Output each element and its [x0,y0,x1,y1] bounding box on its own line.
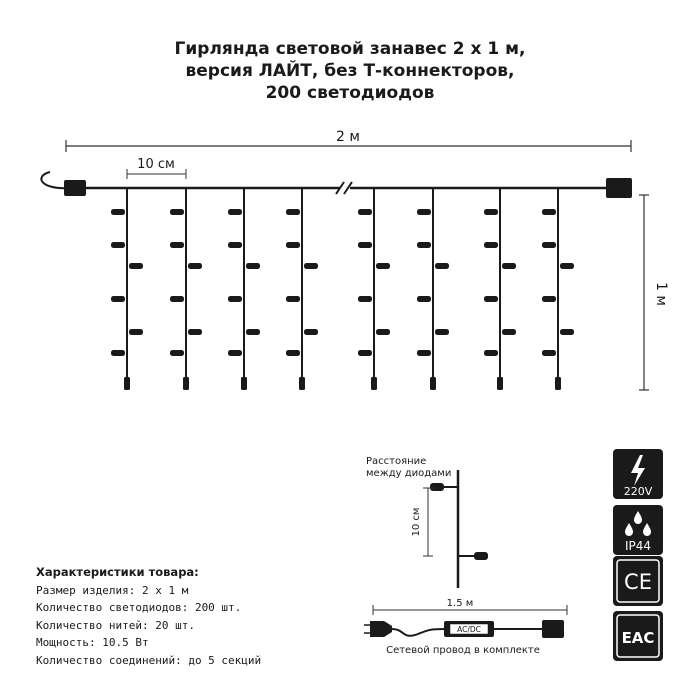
strand-end-cap [183,377,189,390]
led-diode [484,296,498,302]
pitch-label: 10 см [137,157,175,172]
specs-heading: Характеристики товара: [36,565,199,579]
led-diode [188,329,202,335]
led-diode [417,242,431,248]
led-diode [170,350,184,356]
spacing-label-line2: между диодами [366,468,452,479]
led-diode [417,296,431,302]
led-diode [502,329,516,335]
led-diode [484,242,498,248]
led-diode [170,209,184,215]
led-diode [129,329,143,335]
spec-connections: Количество соединений: до 5 секций [36,653,262,667]
voltage-label: 220V [623,485,653,498]
main-cable [41,172,632,198]
led-diode [435,329,449,335]
led-diode [542,296,556,302]
spec-strand-count: Количество нитей: 20 шт. [36,618,195,632]
eac-mark: EAC [621,629,655,647]
led-diode [111,296,125,302]
title-line-2: версия ЛАЙТ, без Т-коннекторов, [185,61,515,81]
ip44-badge [613,505,663,555]
spec-led-count: Количество светодиодов: 200 шт. [36,601,242,614]
width-label: 2 м [336,129,360,145]
led-diode [417,350,431,356]
detail-strand [430,470,488,588]
led-diode [286,209,300,215]
led-diode [376,329,390,335]
strand-end-cap [430,377,436,390]
led-diode [246,329,260,335]
title-line-3: 200 светодиодов [265,83,435,103]
strand-end-cap [124,377,130,390]
led-diode [246,263,260,269]
led-diode [304,263,318,269]
led-diode [358,296,372,302]
led-diode [111,350,125,356]
led-diode [358,350,372,356]
led-diode [111,209,125,215]
led-diode [188,263,202,269]
led-diode [358,209,372,215]
led-diode [542,242,556,248]
detail-spacing-dimension [423,488,433,556]
spec-size: Размер изделия: 2 х 1 м [36,583,189,597]
led-diode [560,329,574,335]
water-drops-icon [625,511,651,536]
adapter-label: AC/DC [457,625,481,634]
strand-end-cap [241,377,247,390]
power-cable-caption: Сетевой провод в комплекте [386,645,540,656]
led-diode [484,209,498,215]
led-diode [228,209,242,215]
ce-mark: CE [624,570,652,594]
strand-end-cap [371,377,377,390]
led-diode [304,329,318,335]
eac-badge [613,611,663,661]
ce-badge [613,556,663,606]
led-diode [560,263,574,269]
led-diode [228,350,242,356]
led-diode [542,209,556,215]
spec-power: Мощность: 10.5 Вт [36,636,149,649]
led-diode [129,263,143,269]
led-diode [542,350,556,356]
strand-end-cap [497,377,503,390]
lightning-icon [631,455,645,486]
height-dimension [639,195,649,390]
voltage-badge [613,449,663,499]
power-cable-length: 1.5 м [446,598,474,609]
led-diode [286,350,300,356]
led-diode [286,242,300,248]
product-specs [36,564,261,669]
led-diode [484,350,498,356]
led-diode [417,209,431,215]
led-diode [228,296,242,302]
title-line-1: Гирлянда световой занавес 2 х 1 м, [174,39,526,59]
protection-label: IP44 [624,539,652,553]
led-diode [376,263,390,269]
led-diode [435,263,449,269]
height-label: 1 м [653,282,669,306]
led-diode [111,242,125,248]
detail-spacing-value: 10 см [411,507,422,537]
spacing-label-line1: Расстояние [366,456,427,467]
strand-end-cap [299,377,305,390]
led-diode [170,242,184,248]
led-diode [170,296,184,302]
led-diode [358,242,372,248]
led-diode [286,296,300,302]
led-diode [228,242,242,248]
led-diode [502,263,516,269]
strand-end-cap [555,377,561,390]
led-strands [111,188,574,390]
